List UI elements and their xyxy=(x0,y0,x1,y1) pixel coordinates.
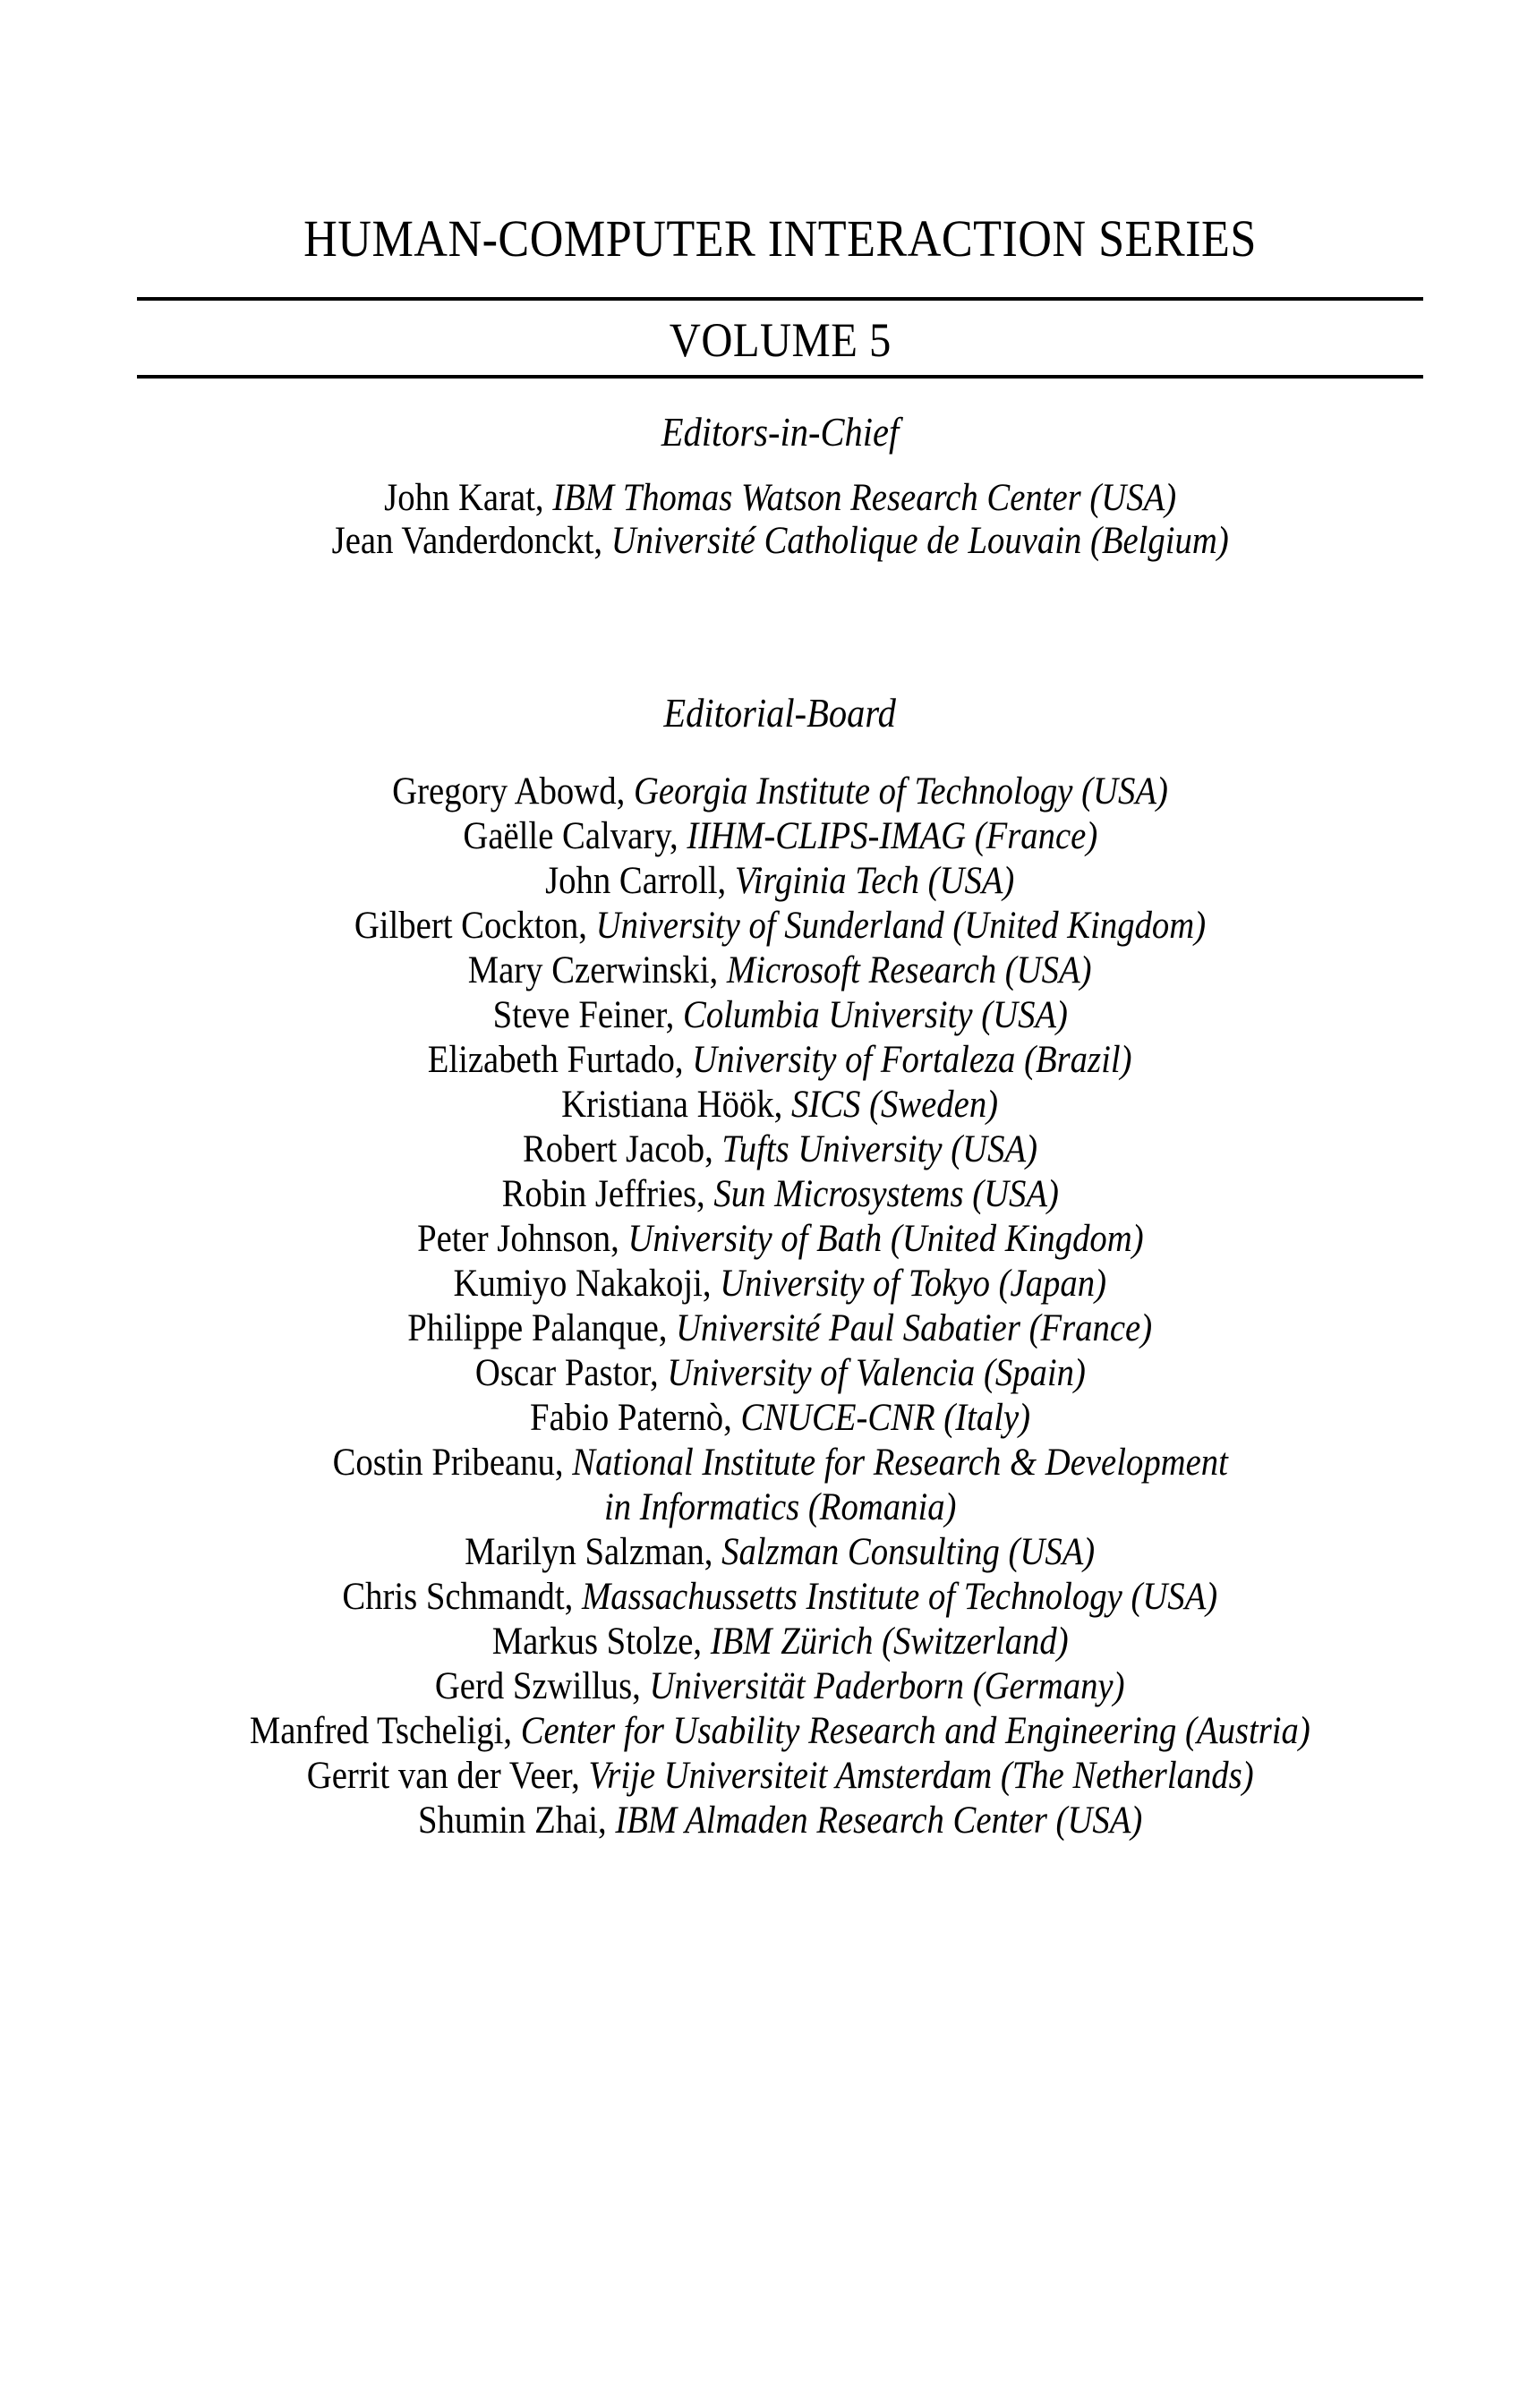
member-line xyxy=(435,1664,1125,1709)
member-name: John Karat, xyxy=(384,477,553,519)
member-line xyxy=(331,520,1228,563)
member-name: Peter Johnson, xyxy=(416,1218,628,1260)
editors-in-chief-section xyxy=(137,410,1423,563)
member-affiliation: University of Fortaleza (Brazil) xyxy=(692,1039,1132,1081)
editors-in-chief-heading-text: Editors-in-Chief xyxy=(661,410,900,455)
member-line xyxy=(343,1575,1218,1620)
member-affiliation: IBM Almaden Research Center (USA) xyxy=(615,1800,1143,1842)
member-line xyxy=(530,1396,1030,1441)
member-row xyxy=(137,1038,1423,1083)
member-row xyxy=(137,814,1423,859)
member-name: Jean Vanderdonckt, xyxy=(331,520,611,562)
member-row xyxy=(137,1620,1423,1664)
member-name: Manfred Tscheligi, xyxy=(250,1710,521,1752)
member-line xyxy=(454,1262,1106,1306)
member-affiliation: Microsoft Research (USA) xyxy=(727,949,1092,991)
member-affiliation: Georgia Institute of Technology (USA) xyxy=(633,770,1168,813)
member-affiliation: Center for Usability Research and Engineering (Austria) xyxy=(520,1710,1310,1752)
member-name: Mary Czerwinski, xyxy=(468,949,728,991)
member-line xyxy=(384,477,1176,520)
member-line xyxy=(307,1754,1254,1799)
editors-in-chief-list xyxy=(137,477,1423,563)
editorial-board-section xyxy=(137,693,1423,1843)
member-line xyxy=(463,814,1097,859)
member-line xyxy=(332,1441,1227,1530)
member-name: Elizabeth Furtado, xyxy=(428,1039,693,1081)
member-row xyxy=(137,477,1423,520)
member-name: Gilbert Cockton, xyxy=(354,905,596,947)
member-line xyxy=(492,1620,1069,1664)
member-line xyxy=(250,1709,1310,1754)
member-affiliation: University of Tokyo (Japan) xyxy=(720,1263,1107,1305)
member-affiliation: Tufts University (USA) xyxy=(721,1128,1038,1170)
member-affiliation: Vrije Universiteit Amsterdam (The Netherlands) xyxy=(588,1755,1254,1797)
member-affiliation: Sun Microsystems (USA) xyxy=(713,1173,1059,1215)
member-row xyxy=(137,904,1423,949)
member-row xyxy=(137,1127,1423,1172)
member-affiliation: Université Catholique de Louvain (Belgium) xyxy=(610,520,1229,562)
member-row xyxy=(137,1575,1423,1620)
member-name: Gregory Abowd, xyxy=(392,770,634,813)
member-line xyxy=(354,904,1206,949)
member-row xyxy=(137,1530,1423,1575)
member-name: Gerrit van der Veer, xyxy=(306,1755,589,1797)
member-line xyxy=(474,1351,1085,1396)
member-name: Kumiyo Nakakoji, xyxy=(453,1263,721,1305)
member-row xyxy=(137,1083,1423,1127)
member-name: Robin Jeffries, xyxy=(501,1173,714,1215)
member-row xyxy=(137,859,1423,904)
member-row xyxy=(137,1306,1423,1351)
member-affiliation: Universität Paderborn (Germany) xyxy=(649,1665,1125,1707)
member-name: Fabio Paternò, xyxy=(530,1397,741,1439)
volume-label xyxy=(137,313,1423,367)
member-row xyxy=(137,1172,1423,1217)
member-line xyxy=(418,1799,1142,1843)
member-affiliation: Salzman Consulting (USA) xyxy=(721,1531,1096,1573)
page-content xyxy=(137,0,1423,1843)
member-name: Oscar Pastor, xyxy=(474,1352,667,1394)
member-affiliation-continued: in Informatics (Romania) xyxy=(603,1486,957,1528)
member-name: Marilyn Salzman, xyxy=(465,1531,722,1573)
member-line xyxy=(408,1306,1153,1351)
member-line xyxy=(523,1127,1037,1172)
member-affiliation: IBM Thomas Watson Research Center (USA) xyxy=(552,477,1176,519)
member-affiliation: CNUCE-CNR (Italy) xyxy=(740,1397,1030,1439)
member-line xyxy=(417,1217,1144,1262)
member-row xyxy=(137,1709,1423,1754)
member-name: Gaëlle Calvary, xyxy=(463,815,687,857)
series-title-text: HUMAN-COMPUTER INTERACTION SERIES xyxy=(303,209,1257,268)
editorial-board-heading-text: Editorial-Board xyxy=(663,691,897,736)
member-row xyxy=(137,1217,1423,1262)
member-affiliation: SICS (Sweden) xyxy=(791,1084,999,1126)
member-line xyxy=(468,949,1092,993)
member-row xyxy=(137,520,1423,563)
member-name: Shumin Zhai, xyxy=(417,1800,616,1842)
member-affiliation: Columbia University (USA) xyxy=(682,994,1068,1036)
member-row xyxy=(137,1262,1423,1306)
divider-rule-top xyxy=(137,297,1423,301)
member-name: Robert Jacob, xyxy=(522,1128,722,1170)
member-name: Costin Pribeanu, xyxy=(332,1442,573,1484)
member-row xyxy=(137,1664,1423,1709)
member-name: Markus Stolze, xyxy=(491,1621,711,1663)
member-affiliation: National Institute for Research & Development xyxy=(572,1442,1228,1484)
member-row xyxy=(137,949,1423,993)
member-affiliation: University of Bath (United Kingdom) xyxy=(627,1218,1144,1260)
member-row xyxy=(137,1799,1423,1843)
member-line xyxy=(465,1530,1095,1575)
member-name: Philippe Palanque, xyxy=(407,1307,677,1349)
member-line xyxy=(428,1038,1132,1083)
editorial-board-heading xyxy=(137,693,1423,734)
member-name: Chris Schmandt, xyxy=(342,1576,583,1618)
member-name: Kristiana Höök, xyxy=(561,1084,792,1126)
editorial-board-list xyxy=(137,770,1423,1843)
member-affiliation: University of Valencia (Spain) xyxy=(666,1352,1086,1394)
member-name: Steve Feiner, xyxy=(492,994,683,1036)
series-title xyxy=(137,209,1423,268)
member-row xyxy=(137,1754,1423,1799)
member-line xyxy=(545,859,1014,904)
member-row xyxy=(137,770,1423,814)
editors-in-chief-heading xyxy=(137,410,1423,455)
member-row xyxy=(137,1351,1423,1396)
member-name: Gerd Szwillus, xyxy=(435,1665,650,1707)
member-affiliation: Université Paul Sabatier (France) xyxy=(676,1307,1153,1349)
member-row xyxy=(137,1441,1423,1530)
series-masthead xyxy=(137,209,1423,379)
volume-label-text: VOLUME 5 xyxy=(669,313,892,367)
member-affiliation: IIHM-CLIPS-IMAG (France) xyxy=(687,815,1097,857)
member-row xyxy=(137,1396,1423,1441)
member-row xyxy=(137,993,1423,1038)
divider-rule-bottom xyxy=(137,375,1423,379)
member-affiliation: Virginia Tech (USA) xyxy=(735,860,1015,902)
member-line xyxy=(492,993,1067,1038)
member-affiliation: Massachussetts Institute of Technology (USA) xyxy=(582,1576,1218,1618)
member-affiliation: University of Sunderland (United Kingdom) xyxy=(595,905,1207,947)
member-line xyxy=(562,1083,999,1127)
member-line xyxy=(392,770,1168,814)
member-line xyxy=(501,1172,1058,1217)
member-name: John Carroll, xyxy=(545,860,736,902)
member-affiliation: IBM Zürich (Switzerland) xyxy=(710,1621,1069,1663)
